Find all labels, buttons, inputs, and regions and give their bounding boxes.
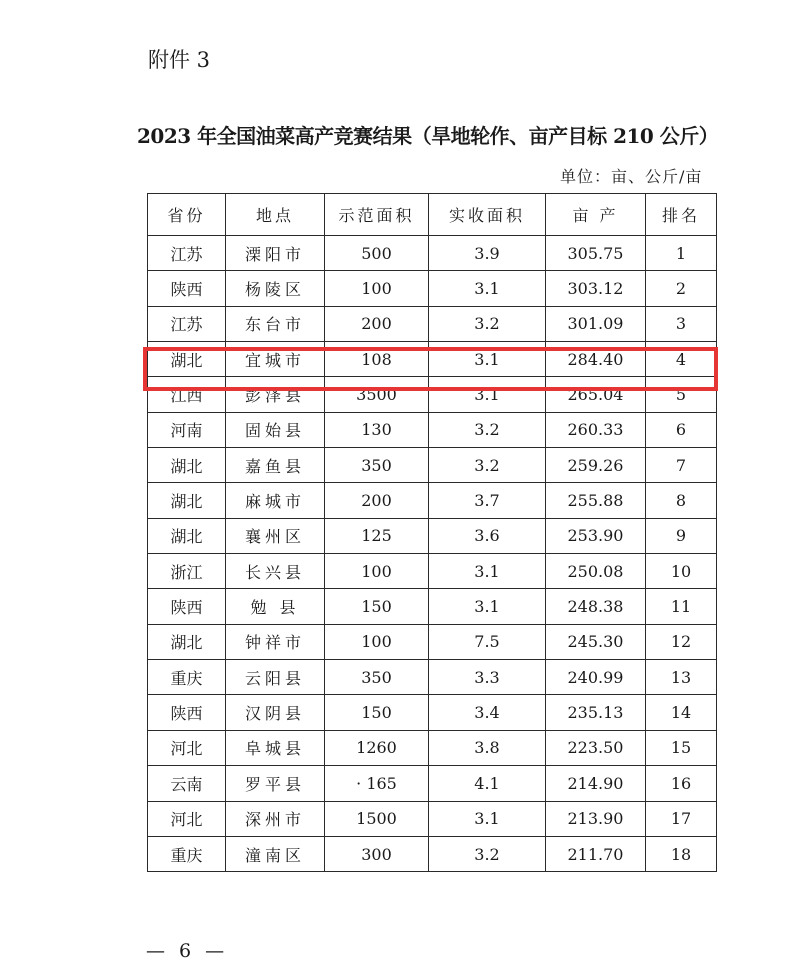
- cell-location: 嘉鱼县: [226, 448, 325, 483]
- cell-demo-area: 100: [325, 554, 429, 589]
- cell-demo-area: 108: [325, 342, 429, 377]
- cell-harvest-area: 3.2: [429, 448, 546, 483]
- table-row: [148, 624, 717, 659]
- cell-harvest-area: 3.1: [429, 377, 546, 412]
- table-row: [148, 836, 717, 871]
- cell-demo-area: 300: [325, 836, 429, 871]
- cell-rank: 3: [646, 306, 717, 341]
- cell-province: 河北: [148, 801, 226, 836]
- cell-demo-area: 150: [325, 695, 429, 730]
- cell-demo-area: 125: [325, 518, 429, 553]
- cell-location: 钟祥市: [226, 624, 325, 659]
- cell-yield: 301.09: [546, 306, 646, 341]
- cell-province: 浙江: [148, 554, 226, 589]
- cell-location: 东台市: [226, 306, 325, 341]
- cell-rank: 15: [646, 730, 717, 765]
- cell-demo-area: 200: [325, 483, 429, 518]
- cell-rank: 4: [646, 342, 717, 377]
- table-row: [148, 660, 717, 695]
- cell-province: 陕西: [148, 695, 226, 730]
- cell-demo-area: 3500: [325, 377, 429, 412]
- cell-yield: 214.90: [546, 766, 646, 801]
- table-row: [148, 730, 717, 765]
- cell-harvest-area: 3.8: [429, 730, 546, 765]
- cell-location: 勉 县: [226, 589, 325, 624]
- cell-demo-area: 100: [325, 624, 429, 659]
- cell-yield: 240.99: [546, 660, 646, 695]
- table-row: [148, 766, 717, 801]
- cell-yield: 248.38: [546, 589, 646, 624]
- cell-yield: 213.90: [546, 801, 646, 836]
- table-row: [148, 448, 717, 483]
- cell-province: 江苏: [148, 236, 226, 271]
- cell-yield: 284.40: [546, 342, 646, 377]
- cell-location: 固始县: [226, 412, 325, 447]
- cell-rank: 1: [646, 236, 717, 271]
- cell-demo-area: 130: [325, 412, 429, 447]
- cell-yield: 223.50: [546, 730, 646, 765]
- table-row: [148, 554, 717, 589]
- cell-location: 溧阳市: [226, 236, 325, 271]
- table-row: [148, 271, 717, 306]
- cell-harvest-area: 7.5: [429, 624, 546, 659]
- cell-yield: 211.70: [546, 836, 646, 871]
- header-harvest-area: 实收面积: [429, 194, 546, 236]
- cell-yield: 253.90: [546, 518, 646, 553]
- cell-location: 罗平县: [226, 766, 325, 801]
- cell-harvest-area: 3.1: [429, 554, 546, 589]
- cell-demo-area: 350: [325, 660, 429, 695]
- cell-province: 湖北: [148, 624, 226, 659]
- cell-yield: 245.30: [546, 624, 646, 659]
- cell-yield: 250.08: [546, 554, 646, 589]
- cell-harvest-area: 3.1: [429, 342, 546, 377]
- cell-demo-area: 1500: [325, 801, 429, 836]
- cell-rank: 12: [646, 624, 717, 659]
- cell-yield: 259.26: [546, 448, 646, 483]
- cell-demo-area: 500: [325, 236, 429, 271]
- cell-location: 襄州区: [226, 518, 325, 553]
- page-number: — 6 —: [146, 940, 229, 962]
- cell-location: 杨陵区: [226, 271, 325, 306]
- cell-harvest-area: 3.1: [429, 271, 546, 306]
- table-row: [148, 518, 717, 553]
- table-row: [148, 801, 717, 836]
- cell-demo-area: 1260: [325, 730, 429, 765]
- cell-location: 长兴县: [226, 554, 325, 589]
- table-row: [148, 412, 717, 447]
- cell-harvest-area: 3.2: [429, 306, 546, 341]
- cell-yield: 255.88: [546, 483, 646, 518]
- cell-location: 深州市: [226, 801, 325, 836]
- cell-rank: 9: [646, 518, 717, 553]
- cell-demo-area: 350: [325, 448, 429, 483]
- header-location: 地点: [226, 194, 325, 236]
- table-row: [148, 695, 717, 730]
- cell-harvest-area: 3.7: [429, 483, 546, 518]
- cell-rank: 7: [646, 448, 717, 483]
- cell-harvest-area: 3.2: [429, 836, 546, 871]
- cell-location: 云阳县: [226, 660, 325, 695]
- cell-demo-area: 150: [325, 589, 429, 624]
- cell-province: 湖北: [148, 448, 226, 483]
- table-body: [148, 236, 717, 872]
- table-row: [148, 306, 717, 341]
- cell-location: 彭泽县: [226, 377, 325, 412]
- cell-province: 湖北: [148, 342, 226, 377]
- cell-province: 云南: [148, 766, 226, 801]
- cell-province: 重庆: [148, 836, 226, 871]
- table-row: [148, 236, 717, 271]
- cell-demo-area: · 165: [325, 766, 429, 801]
- table-row: [148, 377, 717, 412]
- header-province: 省份: [148, 194, 226, 236]
- cell-yield: 260.33: [546, 412, 646, 447]
- cell-rank: 13: [646, 660, 717, 695]
- cell-province: 河南: [148, 412, 226, 447]
- results-table: [147, 193, 717, 872]
- cell-rank: 10: [646, 554, 717, 589]
- cell-demo-area: 100: [325, 271, 429, 306]
- cell-location: 阜城县: [226, 730, 325, 765]
- header-demo-area: 示范面积: [325, 194, 429, 236]
- cell-yield: 305.75: [546, 236, 646, 271]
- cell-location: 潼南区: [226, 836, 325, 871]
- cell-province: 湖北: [148, 483, 226, 518]
- header-rank: 排名: [646, 194, 717, 236]
- table-header-row: [148, 194, 717, 236]
- cell-harvest-area: 3.4: [429, 695, 546, 730]
- cell-location: 麻城市: [226, 483, 325, 518]
- cell-yield: 265.04: [546, 377, 646, 412]
- document-title: 2023 年全国油菜高产竞赛结果（旱地轮作、亩产目标 210 公斤）: [137, 124, 719, 148]
- cell-yield: 235.13: [546, 695, 646, 730]
- table-row: [148, 589, 717, 624]
- unit-note: 单位：亩、公斤/亩: [560, 167, 703, 186]
- cell-rank: 14: [646, 695, 717, 730]
- cell-rank: 8: [646, 483, 717, 518]
- cell-rank: 11: [646, 589, 717, 624]
- cell-rank: 17: [646, 801, 717, 836]
- attachment-label: 附件 3: [148, 48, 211, 72]
- cell-harvest-area: 3.1: [429, 589, 546, 624]
- cell-province: 陕西: [148, 589, 226, 624]
- cell-location: 汉阴县: [226, 695, 325, 730]
- cell-rank: 16: [646, 766, 717, 801]
- cell-province: 陕西: [148, 271, 226, 306]
- cell-yield: 303.12: [546, 271, 646, 306]
- cell-rank: 18: [646, 836, 717, 871]
- cell-harvest-area: 3.9: [429, 236, 546, 271]
- cell-province: 湖北: [148, 518, 226, 553]
- cell-province: 重庆: [148, 660, 226, 695]
- cell-province: 河北: [148, 730, 226, 765]
- cell-demo-area: 200: [325, 306, 429, 341]
- cell-province: 江西: [148, 377, 226, 412]
- cell-harvest-area: 4.1: [429, 766, 546, 801]
- cell-harvest-area: 3.3: [429, 660, 546, 695]
- table-row: [148, 483, 717, 518]
- cell-harvest-area: 3.1: [429, 801, 546, 836]
- cell-harvest-area: 3.6: [429, 518, 546, 553]
- cell-rank: 2: [646, 271, 717, 306]
- cell-rank: 6: [646, 412, 717, 447]
- table-row: [148, 342, 717, 377]
- cell-rank: 5: [646, 377, 717, 412]
- header-yield: 亩 产: [546, 194, 646, 236]
- cell-location: 宜城市: [226, 342, 325, 377]
- cell-harvest-area: 3.2: [429, 412, 546, 447]
- cell-province: 江苏: [148, 306, 226, 341]
